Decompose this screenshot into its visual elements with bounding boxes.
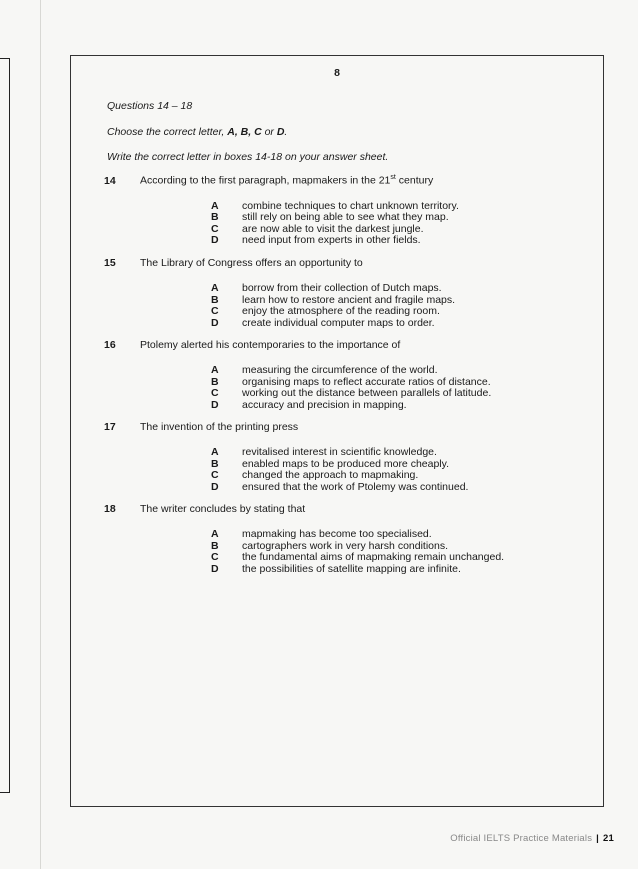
previous-page-edge [0,58,10,793]
question-18 [104,503,584,575]
options-list [211,201,584,247]
option-b: B enabled maps to be produced more cheaply. [211,457,450,470]
options-list [211,529,584,575]
question-15 [104,257,584,329]
option-d: D create individual computer maps to order. [211,316,435,329]
choose-letter-instruction: Choose the correct letter, A, B, C or D. [107,126,288,138]
option-b: B learn how to restore ancient and fragile maps. [211,293,456,306]
option-c: C working out the distance between parallels of latitude. [211,387,492,399]
page-number: 8 [334,67,340,79]
option-c: C are now able to visit the darkest jungle. [211,222,424,235]
publication-label: Official IELTS Practice Materials [450,833,593,844]
question-number: 17 [104,421,116,433]
footer-separator: | [596,833,600,844]
option-c: C the fundamental aims of mapmaking remain unchanged. [211,551,505,563]
option-b: B cartographers work in very harsh conditions. [211,539,449,552]
options-list [211,447,584,493]
option-a: A revitalised interest in scientific knowledge. [211,446,437,458]
question-number: 16 [104,339,116,351]
question-number: 15 [104,257,116,269]
option-d: D accuracy and precision in mapping. [211,398,407,411]
question-14 [104,174,584,247]
question-text: Ptolemy alerted his contemporaries to the importance of [140,339,401,351]
question-16 [104,339,584,411]
option-d: D the possibilities of satellite mapping are infinite. [211,562,461,575]
page-footer [450,833,614,844]
answer-sheet-instruction: Write the correct letter in boxes 14-18 on your answer sheet. [107,151,389,163]
binding-margin-line [40,0,41,869]
footer-page-number: 21 [603,833,614,844]
options-list [211,365,584,411]
question-text: According to the first paragraph, mapmakers in the 21st century [140,174,434,187]
letter-d: D [276,126,285,138]
question-frame [70,55,604,807]
option-a: A mapmaking has become too specialised. [211,528,432,540]
question-number: 18 [104,503,116,515]
question-number: 14 [104,174,116,187]
option-b: B organising maps to reflect accurate ratios of distance. [211,375,491,388]
question-text: The writer concludes by stating that [140,503,306,515]
option-d: D need input from experts in other fields. [211,234,421,246]
questions-range-heading: Questions 14 – 18 [107,100,193,112]
letters-abc: A, B, C [227,126,262,138]
question-text: The invention of the printing press [140,421,299,433]
question-text: The Library of Congress offers an opportunity to [140,257,363,269]
option-c: C enjoy the atmosphere of the reading room. [211,305,440,317]
option-a: A measuring the circumference of the world. [211,364,438,376]
option-a: A borrow from their collection of Dutch maps. [211,282,442,294]
question-17 [104,421,584,493]
option-b: B still rely on being able to see what they map. [211,211,449,223]
option-d: D ensured that the work of Ptolemy was continued. [211,480,469,493]
options-list [211,283,584,329]
option-a: A combine techniques to chart unknown territory. [211,199,459,212]
option-c: C changed the approach to mapmaking. [211,469,419,481]
